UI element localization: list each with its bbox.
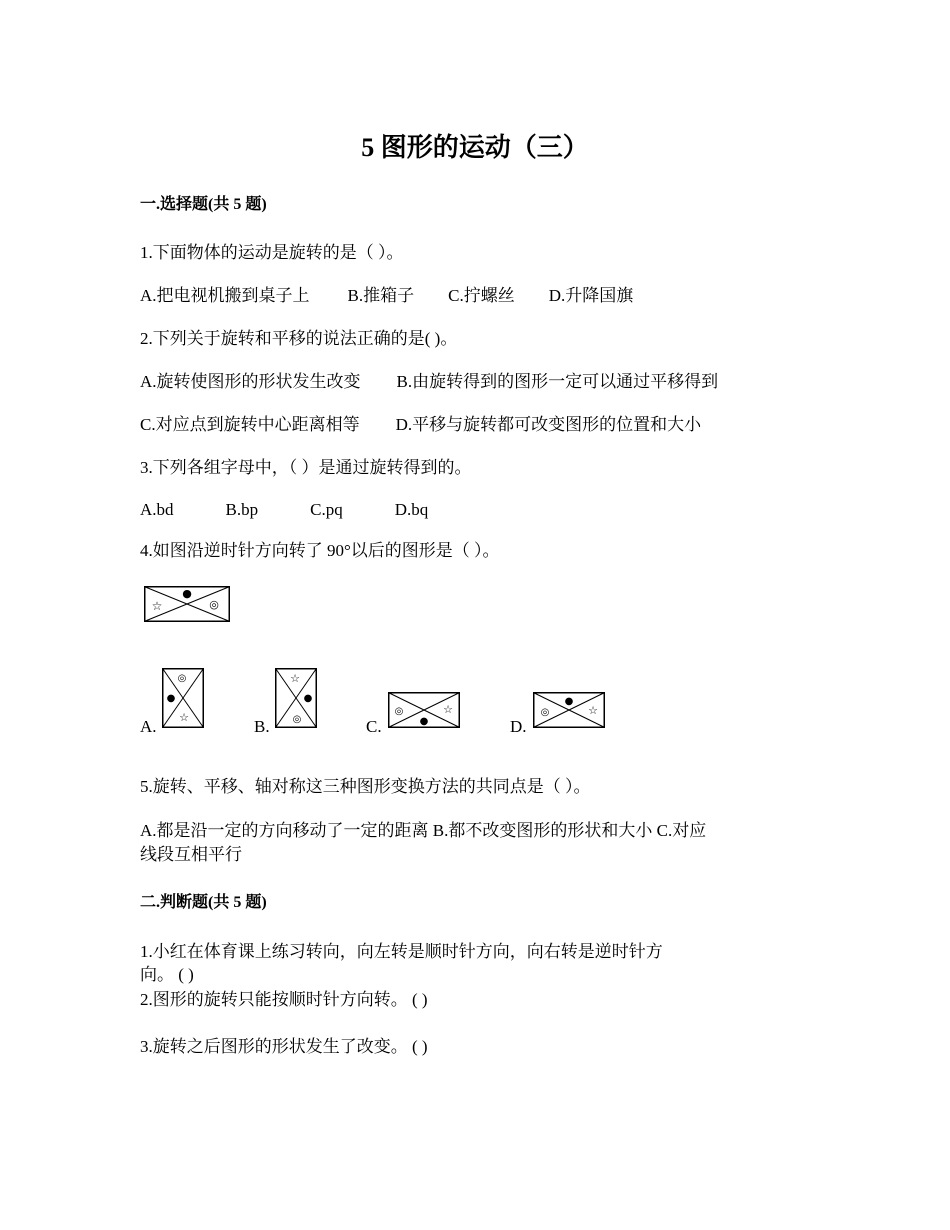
q4-option-d-label: D.: [510, 717, 527, 736]
target-icon: ◎: [394, 706, 404, 717]
original-rectangle-figure: [144, 586, 230, 622]
question-4-stem: 4.如图沿逆时针方向转了 90°以后的图形是（ ）。: [140, 541, 500, 560]
dot-icon: ●: [182, 587, 192, 600]
q3-option-a: A.bd: [140, 500, 174, 519]
judgement-1-line2: 向。 ( ): [140, 965, 194, 984]
q1-option-c: C.拧螺丝: [448, 286, 515, 305]
q1-option-d: D.升降国旗: [548, 286, 634, 305]
dot-icon: ●: [303, 693, 313, 704]
q4-option-b-figure: [275, 668, 317, 728]
q4-option-b-label: B.: [254, 717, 270, 736]
judgement-1-line1: 1.小红在体育课上练习转向，向左转是顺时针方向，向右转是逆时针方: [140, 942, 663, 961]
question-2-options-line1: [140, 371, 718, 393]
star-icon: ☆: [151, 599, 163, 613]
question-1-options: [140, 285, 633, 307]
judgement-3: 3.旋转之后图形的形状发生了改变。 ( ): [140, 1037, 428, 1056]
q4-option-c-label: C.: [366, 717, 382, 736]
page-title: 5 图形的运动（三）: [361, 133, 589, 162]
question-5-stem: 5.旋转、平移、轴对称这三种图形变换方法的共同点是（ ）。: [140, 777, 591, 796]
dot-icon: ●: [564, 696, 574, 707]
q1-option-a: A.把电视机搬到桌子上: [140, 286, 310, 305]
star-icon: ☆: [588, 704, 598, 717]
question-3-stem: 3.下列各组字母中，（ ）是通过旋转得到的。: [140, 458, 472, 477]
q2-option-d: D.平移与旋转都可改变图形的位置和大小: [395, 415, 702, 434]
q4-option-a-label: A.: [140, 717, 157, 736]
section-heading-choice: 一.选择题(共 5 题): [140, 196, 267, 213]
q4-option-a-figure: [162, 668, 204, 728]
question-3-options: [140, 499, 428, 521]
question-1-stem: 1.下面物体的运动是旋转的是（ ）。: [140, 243, 404, 262]
question-5-options-line1: A.都是沿一定的方向移动了一定的距离 B.都不改变图形的形状和大小 C.对应: [140, 821, 707, 840]
q3-option-c: C.pq: [310, 500, 343, 519]
judgement-2: 2.图形的旋转只能按顺时针方向转。 ( ): [140, 990, 428, 1009]
q2-option-c: C.对应点到旋转中心距离相等: [140, 415, 360, 434]
star-icon: ☆: [290, 672, 300, 685]
target-icon: ◎: [292, 714, 302, 725]
section-heading-judgement: 二.判断题(共 5 题): [140, 894, 267, 911]
q2-option-a: A.旋转使图形的形状发生改变: [140, 372, 361, 391]
question-2-stem: 2.下列关于旋转和平移的说法正确的是( )。: [140, 329, 458, 348]
dot-icon: ●: [419, 716, 429, 727]
star-icon: ☆: [443, 703, 453, 716]
target-icon: ◎: [209, 598, 219, 611]
star-icon: ☆: [179, 711, 189, 724]
target-icon: ◎: [540, 707, 550, 718]
q3-option-d: D.bq: [394, 500, 429, 519]
q1-option-b: B.推箱子: [347, 286, 415, 305]
q4-option-c-figure: [388, 692, 460, 728]
question-2-options-line2: [140, 414, 701, 436]
q2-option-b: B.由旋转得到的图形一定可以通过平移得到: [396, 372, 719, 391]
q4-option-d-figure: [533, 692, 605, 728]
question-5-options-line2: 线段互相平行: [140, 845, 242, 864]
target-icon: ◎: [177, 673, 187, 684]
dot-icon: ●: [166, 693, 176, 704]
q3-option-b: B.bp: [225, 500, 259, 519]
